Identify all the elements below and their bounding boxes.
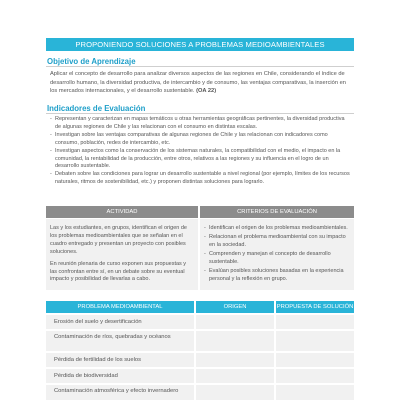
- indicators-divider: [46, 113, 354, 114]
- solution-cell[interactable]: [276, 353, 354, 367]
- origin-column-header: ORIGEN: [196, 301, 274, 313]
- criteria-list: [204, 225, 352, 285]
- problem-table: [46, 301, 354, 400]
- problem-text: Contaminación de ríos, quebradas y océanos: [54, 334, 171, 340]
- solution-column-header: PROPUESTA DE SOLUCIÓN: [276, 301, 354, 313]
- solution-cell[interactable]: [276, 315, 354, 329]
- origin-cell[interactable]: [196, 369, 274, 383]
- problem-text: Pérdida de biodiversidad: [54, 373, 118, 379]
- objective-body: Aplicar el concepto de desarrollo para analizar diversos aspectos de las regiones en Chile, considerando el índice de desarrollo humano, la diversidad productiva, de intercambio y de consumo, las ventajas comparativas, la inserción en los mercados internacionales, y el desarrollo sustentable.: [50, 71, 346, 95]
- objective-code: (OA 22): [196, 88, 217, 95]
- indicator-item: - Representan y caracterizan en mapas temáticos u otras herramientas geográficas pertinentes, la diversidad productiva de algunas regiones de Chile y las relacionan con el consumo en distintas escalas.: [50, 116, 352, 132]
- table-row: [46, 315, 354, 329]
- origin-cell[interactable]: [196, 353, 274, 367]
- problem-text: Contaminación atmosférica y efecto invernadero: [54, 388, 179, 394]
- origin-cell[interactable]: [196, 315, 274, 329]
- indicator-item: - Investigan sobre las ventajas comparativas de algunas regiones de Chile y las relacionan con indicadores como consumo, población, redes de intercambio, etc.: [50, 132, 352, 148]
- indicator-item: - Debaten sobre las condiciones para lograr un desarrollo sustentable a nivel regional (por ejemplo, límites de los recursos naturales, ritmos de sostenibilidad, etc.) y proponen distintas soluciones para lograrlo.: [50, 171, 352, 187]
- table-row: [46, 353, 354, 367]
- problem-column-header: PROBLEMA MEDIOAMBIENTAL: [46, 301, 194, 313]
- criteria-item: - Evalúan posibles soluciones basadas en la experiencia personal y la reflexión en grupo.: [204, 268, 352, 284]
- indicator-item: - Investigan aspectos como la conservación de los sistemas naturales, la compatibilidad con el medio, el impacto en la comunidad, la rentabilidad de la producción, entre otros, relativos a las regiones y su influencia en el logro de un desarrollo sustentable.: [50, 148, 352, 172]
- activity-text: [50, 225, 190, 288]
- objective-heading: Objetivo de Aprendizaje: [47, 57, 136, 66]
- page-title: PROPONIENDO SOLUCIONES A PROBLEMAS MEDIOAMBIENTALES: [46, 38, 354, 51]
- activity-paragraph: En reunión plenaria de curso exponen sus propuestas y las confrontan entre sí, en un debate sobre su eventual impacto y posibilidad de llevarlas a cabo.: [50, 260, 187, 283]
- indicators-list: [50, 116, 352, 187]
- problem-text: Erosión del suelo y desertificación: [54, 319, 142, 325]
- table-row: [46, 331, 354, 351]
- table-row: [46, 369, 354, 383]
- problem-text: Pérdida de fertilidad de los suelos: [54, 357, 142, 363]
- table-row: [46, 385, 354, 400]
- objective-text: [50, 70, 350, 96]
- criteria-item: - Comprenden y manejan el concepto de desarrollo sustentable.: [204, 251, 352, 267]
- activity-header: ACTIVIDAD: [46, 206, 198, 218]
- criteria-item: - Identifican el origen de los problemas medioambientales.: [204, 225, 352, 233]
- origin-cell[interactable]: [196, 385, 274, 400]
- criteria-header: CRITERIOS DE EVALUACIÓN: [200, 206, 354, 218]
- origin-cell[interactable]: [196, 331, 274, 351]
- objective-divider: [46, 66, 354, 67]
- indicators-heading: Indicadores de Evaluación: [47, 104, 146, 113]
- solution-cell[interactable]: [276, 385, 354, 400]
- solution-cell[interactable]: [276, 369, 354, 383]
- activity-paragraph: Las y los estudiantes, en grupos, identifican el origen de los problemas medioambientales que se señalan en el cuadro entregado y presentan un proyecto con posibles soluciones.: [50, 225, 187, 255]
- solution-cell[interactable]: [276, 331, 354, 351]
- criteria-item: - Relacionan el problema medioambiental con su impacto en la sociedad.: [204, 234, 352, 250]
